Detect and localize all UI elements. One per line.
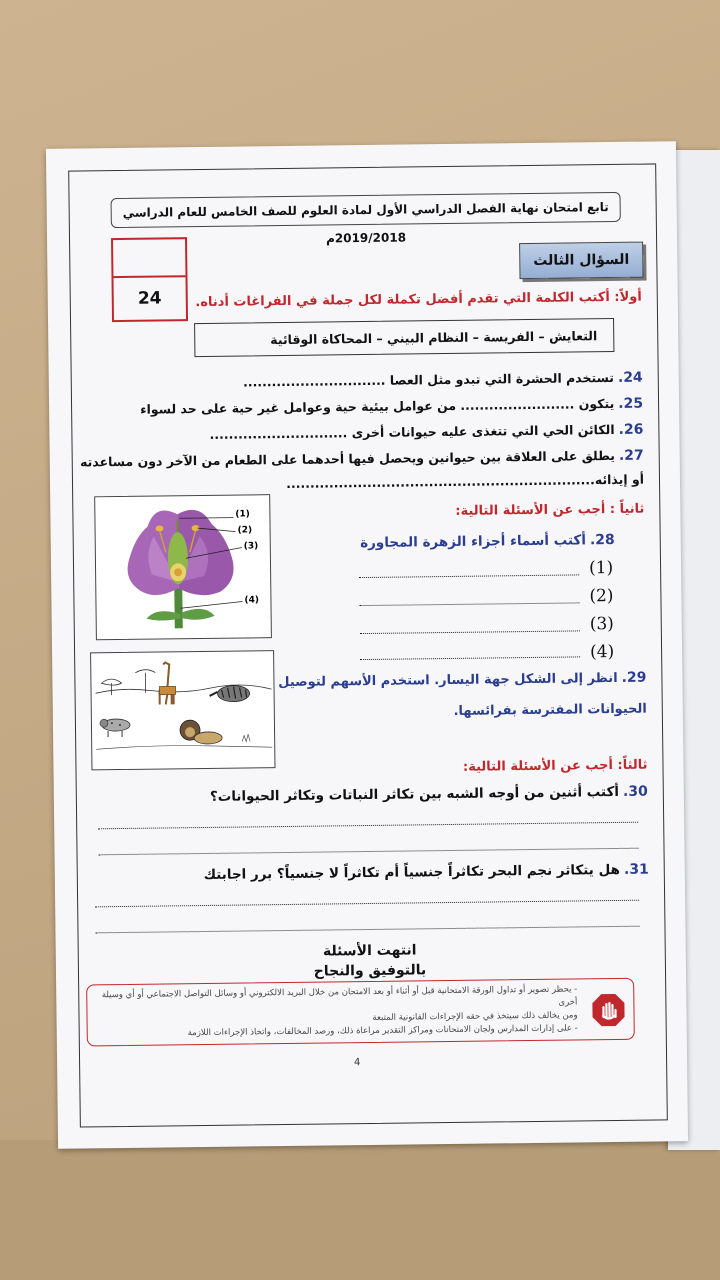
section-title: السؤال الثالث xyxy=(519,242,643,280)
exam-header: تابع امتحان نهاية الفصل الدراسي الأول لمادة العلوم للصف الخامس للعام الدراسي 2019/2018م xyxy=(111,192,621,228)
question-28-number: 28. xyxy=(589,531,615,549)
question-29-number: 29. xyxy=(621,669,647,686)
question-30-text: أكتب أثنين من أوجه الشبه بين تكاثر النباتات وتكاثر الحيوانات؟ xyxy=(209,783,620,805)
stop-hand-icon xyxy=(591,993,625,1027)
score-blank[interactable] xyxy=(113,239,185,278)
good-luck-message: بالتوفيق والنجاح xyxy=(313,962,427,980)
part3-instruction: ثالثاً: أجب عن الأسئلة التالية: xyxy=(462,757,648,775)
flower-label-4: (4) xyxy=(244,595,260,606)
question-30-number: 30. xyxy=(622,783,648,800)
question-26-number: 26. xyxy=(618,421,644,438)
exam-page xyxy=(46,141,688,1149)
flower-diagram xyxy=(94,494,272,640)
end-of-questions: انتهت الأسئلة xyxy=(322,942,417,960)
flower-part-2-label: (2) xyxy=(589,585,614,607)
part2-instruction: ثانياً : أجب عن الأسئلة التالية: xyxy=(455,501,645,519)
flower-part-1-label: (1) xyxy=(588,557,614,579)
savanna-illustration xyxy=(91,651,274,769)
question-29-text: انظر إلى الشكل جهة اليسار. استخدم الأسهم لتوصيل xyxy=(278,670,618,691)
page-number: 4 xyxy=(353,1057,361,1069)
animals-picture[interactable] xyxy=(90,650,275,770)
flower-label-1: (1) xyxy=(235,509,250,520)
question-27-number: 27. xyxy=(618,447,644,464)
question-27-continuation[interactable]: أو إيذائه................................................................. xyxy=(286,471,645,491)
flower-label-2: (2) xyxy=(237,525,253,536)
question-27-text: يطلق على العلاقة بين حيوانين ويحصل فيها أحدهما على الطعام من الآخر دون مساعدته xyxy=(79,447,615,470)
question-25-text[interactable]: يتكون ........................ من عوامل بيئية حية وعوامل غير حية على حد لسواء xyxy=(140,395,615,417)
question-26-text[interactable]: الكائن الحي التي تتغذى عليه حيوانات أخرى ............................. xyxy=(209,421,615,442)
question-28-text: أكتب أسماء أجزاء الزهرة المجاورة xyxy=(360,532,587,552)
warning-line-1: - يحظر تصوير أو تداول الورقة الامتحانية قبل أو أثناء أو بعد الامتحان من خلال البريد الالكتروني أو وسائل التواصل الاجتماعي أو أي وسيلة أخرى xyxy=(101,984,578,1008)
part1-instruction: أولاً: أكتب الكلمة التي تقدم أفضل تكملة لكل جملة في الفراغات أدناه. xyxy=(195,289,642,311)
word-bank: التعايش – الفريسة – النظام البيني – المحاكاة الوقائية xyxy=(194,318,614,357)
question-29-continuation: الحيوانات المفترسة بفرائسها. xyxy=(453,701,647,719)
question-24-text[interactable]: تستخدم الحشرة التي تبدو مثل العصا .............................. xyxy=(242,369,615,390)
question-28 xyxy=(351,532,615,551)
warning-notice xyxy=(86,978,635,1047)
question-25-number: 25. xyxy=(618,395,644,412)
warning-line-2: ومن يخالف ذلك سيتخذ في حقه الإجراءات القانونية المتبعة xyxy=(372,1010,578,1023)
warning-line-3: - على إدارات المدارس ولجان الامتحانات ومراكز التقدير مراعاة ذلك، ورصد المخالفات، واتخاذ الإجراءات اللازمة xyxy=(187,1023,578,1039)
question-31-text: هل يتكاثر نجم البحر تكاثراً جنسياً أم تكاثراً لا جنسياً؟ برر اجابتك xyxy=(203,861,621,884)
question-24-number: 24. xyxy=(617,369,643,386)
score-value: 24 xyxy=(137,288,162,309)
flower-part-3-label: (3) xyxy=(589,613,614,635)
flower-part-4-label: (4) xyxy=(589,641,615,663)
flower-label-3: (3) xyxy=(243,541,259,552)
desk-surface xyxy=(0,1140,720,1280)
question-31-number: 31. xyxy=(623,861,649,878)
